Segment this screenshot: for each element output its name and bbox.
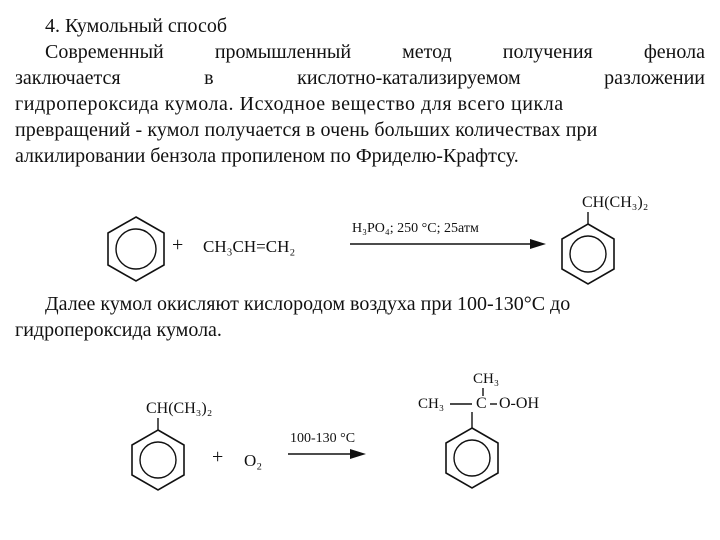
- product-central-carbon: C: [476, 395, 487, 412]
- paragraph1-line3: гидропероксида кумола. Исходное вещество для всего цикла: [15, 93, 564, 115]
- word: фенола: [643, 41, 705, 63]
- cumene-substituent: CH(CH₃)₂: [582, 194, 649, 211]
- word: промышленный: [214, 41, 352, 63]
- paragraph2-line1: Далее кумол окисляют кислородом воздуха при 100-130°С до: [45, 293, 571, 315]
- benzene-ring: [108, 217, 164, 281]
- word: получения: [502, 41, 593, 63]
- paragraph1-line4: превращений - кумол получается в очень больших количествах при: [15, 119, 598, 141]
- plus-sign-2: +: [212, 446, 224, 468]
- word: метод: [402, 41, 452, 63]
- reaction1-conditions: H₃PO₄; 250 °C; 25атм: [352, 221, 479, 236]
- paragraph1-line5: алкилировании бензола пропиленом по Фриделю-Крафтсу.: [15, 145, 519, 167]
- cumene-reactant-substituent: CH(CH₃)₂: [146, 400, 213, 417]
- product-left-methyl: CH₃: [418, 396, 445, 412]
- product-hydroperoxy-group: O-OH: [499, 395, 539, 412]
- word: в: [204, 67, 214, 89]
- cumene-ring: [562, 212, 614, 284]
- word: кислотно-катализируемом: [297, 67, 521, 89]
- reaction-arrow-1: [350, 239, 546, 249]
- cumene-reactant-ring: [132, 418, 184, 490]
- oxygen-formula: O₂: [244, 451, 263, 470]
- plus-sign-1: +: [172, 234, 184, 256]
- paragraph2-line2: гидропероксида кумола.: [15, 319, 222, 341]
- hydroperoxide-ring: [446, 428, 498, 488]
- propylene-formula: CH₃CH=CH₂: [203, 237, 296, 256]
- reaction2-conditions: 100-130 °C: [290, 431, 356, 446]
- word: разложении: [604, 67, 705, 89]
- reaction-arrow-2: [288, 449, 366, 459]
- product-top-methyl: CH₃: [473, 371, 500, 387]
- hydroperoxide-bonds: [450, 388, 497, 428]
- word: заключается: [15, 67, 121, 89]
- word: Современный: [45, 41, 164, 63]
- heading: 4. Кумольный способ: [45, 15, 228, 37]
